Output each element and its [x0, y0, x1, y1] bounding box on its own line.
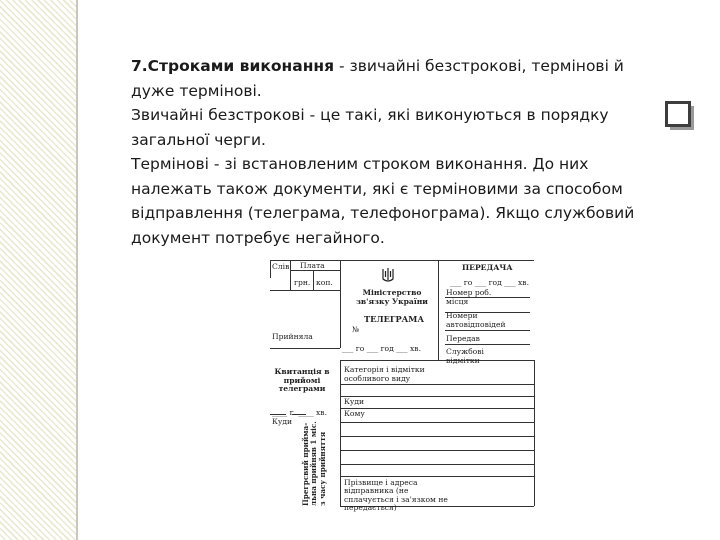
square-bullet-icon [665, 101, 691, 127]
lead-rest: - звичайні безстрокові, термінові й дуже термінові. [131, 57, 624, 100]
form-line [340, 384, 534, 385]
form-telegram-title: ТЕЛЕГРАМА [364, 314, 425, 324]
form-grn: грн. [294, 278, 311, 287]
form-vertical-note: Прегрсвий прийма- льна прийняв 1 міс. з часу прийняття [301, 421, 327, 506]
form-line [340, 360, 341, 506]
stripe-divider [76, 0, 78, 540]
form-nomer-rob: Номер роб. місця [446, 288, 492, 306]
form-line [340, 360, 534, 361]
form-line [290, 260, 291, 290]
form-address: Прізвище і адреса відправника (не сплачується і за'язком не передається) [344, 478, 448, 513]
form-nomer-avt: Номери автовідповідей [446, 311, 506, 329]
telegram-form-image [270, 260, 534, 512]
form-line [438, 260, 439, 360]
form-kop: коп. [316, 278, 333, 287]
decorative-stripe [0, 0, 76, 540]
form-peredacha-time: ___ го ___ год ___ хв. [450, 278, 529, 287]
trident-emblem-icon [382, 268, 394, 284]
paragraph-2: Звичайні безстрокові - це такі, які виконуються в порядку загальної черги. [131, 106, 609, 149]
form-slv: Слів [272, 262, 290, 271]
form-line [340, 436, 534, 437]
form-kvytantsia: Квитанція в прийомі телеграми [274, 367, 330, 394]
form-komu: Кому [344, 409, 365, 418]
form-line [313, 270, 314, 290]
form-line [534, 360, 535, 506]
form-sluzhbovi: Службові відмітки [446, 347, 484, 365]
form-line [340, 464, 534, 465]
form-kategoria: Категорія і відмітки особливого виду [344, 365, 425, 383]
form-line [340, 450, 534, 451]
form-plata: Плата [300, 261, 325, 270]
form-line [270, 260, 271, 278]
form-kvyt-time: ____ г. ____ хв. [272, 408, 327, 417]
form-kudy-left: Куди [272, 417, 293, 426]
form-line [340, 408, 534, 409]
form-line [340, 260, 341, 348]
form-peredacha: ПЕРЕДАЧА [462, 263, 513, 272]
form-date-line: ___ го ___ год ___ хв. [342, 344, 421, 353]
slide-text [131, 54, 661, 250]
form-line [445, 344, 530, 345]
form-line [270, 290, 340, 291]
form-number: № [352, 325, 360, 334]
form-line [445, 330, 530, 331]
form-ministry: Міністерство зв'язку України [356, 288, 428, 306]
form-line [340, 396, 534, 397]
form-pryniata: Прийняла [272, 332, 313, 341]
paragraph-3: Термінові - зі встановленим строком виконання. До них належать також документи, які є терміновими за способом відправлення (телеграма, телефонограма). Якщо службовий документ потребує негайного. [131, 155, 635, 247]
form-line [340, 476, 534, 477]
paragraph-1 [131, 54, 661, 103]
form-peredav: Передав [446, 334, 480, 343]
lead-term: 7.Строками виконання [131, 57, 335, 75]
form-line [340, 422, 534, 423]
form-kudy: Куди [344, 397, 365, 406]
form-line [270, 348, 340, 349]
